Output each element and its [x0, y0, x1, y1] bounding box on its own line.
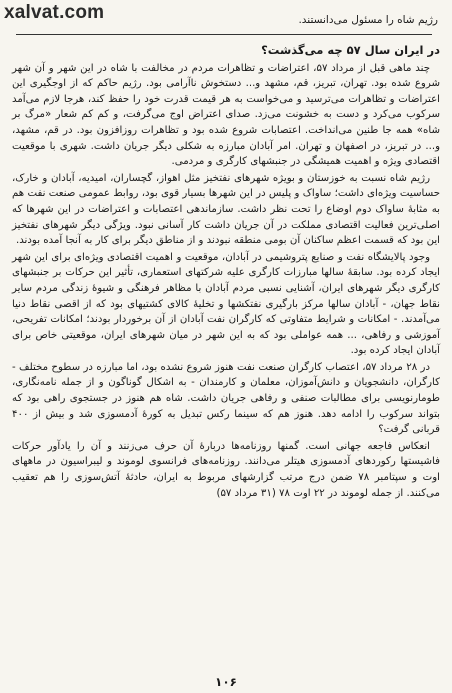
top-line: رژیم شاه را مسئول می‌دانستند. — [298, 14, 438, 26]
paragraph: انعکاس فاجعه جهانی است. گمنها روزنامه‌ها دربارهٔ آن حرف می‌زنند و آن را یادآور حرکات فاشیستها رکوردهای آدمسوزی هیتلر می‌دانند. روزنامه‌های فرانسوی لوموند و لیبراسیون در ماههای اوت و سپتامبر ۷۸ ضمن درج مرتب گزارشهای مربوط به ایران، حادثهٔ آتش‌سوزی را هم تعقیب می‌کنند. از جمله لوموند در ۲۲ اوت ۷۸ (۳۱ مرداد ۵۷) — [12, 440, 440, 499]
paragraph: چند ماهی قبل از مرداد ۵۷، اعتراضات و تظاهرات مردم در مخالفت با شاه در این شهر و آن شهر شروع شده بود. تهران، تبریز، قم، مشهد و... دستخوش ناآرامی بود. رژیم حاکم که از اوجگیری این اعتراضات و تظاهرات می‌ترسید و می‌خواست به هر قیمت قدرت خود را حفظ کند، هرجا لازم می‌آمد سرکوب می‌کرد و دست به خشونت می‌زد. صدای اعتراض اوج می‌گرفت، و کم کم شعار «مرگ بر شاه» همه جا طنین می‌انداخت. اعتصابات شروع شده بود و تظاهرات روزافزون بود. در قم، مشهد، و... در تبریز، در اصفهان و تهران. امر آبادان مبارزه به شکلی دیگر جریان داشت. شهری با موقعیت اقتصادی ویژه و اهمیت همیشگی در جنبشهای کارگری و مردمی. — [12, 62, 440, 168]
divider — [16, 34, 432, 35]
paragraph: در ۲۸ مرداد ۵۷، اعتصاب کارگران صنعت نفت هنوز شروع نشده بود، اما مبارزه در سطوح مختلف - کارگران، دانشجویان و دانش‌آموزان، معلمان و کارمندان - به اشکال گوناگون و از جمله نامه‌نگاری، طومارنویسی برای مطالبات صنفی و رفاهی جریان داشت. شاه هم هنوز در جستجوی راهی بود که بتواند سرکوب را ادامه دهد. هنوز هم که سینما رکس تبدیل به کورهٔ آدمسوزی شد و بیش از ۴۰۰ قربانی گرفت؟ — [12, 361, 440, 436]
paragraph: وجود پالایشگاه نفت و صنایع پتروشیمی در آبادان، موقعیت و اهمیت اقتصادی ویژه‌ای برای این شهر ایجاد کرده بود. سابقهٔ سالها مبارزات کارگری علیه شرکتهای استعماری، تأثیر این حرکات بر جنبشهای کارگری دیگر شهرهای ایران، آشنایی نسبی مردم آبادان با مظاهر فرهنگی و شیوهٔ زندگی مردم سایر نقاط جهان، - آبادان سالها مرکز بارگیری نفتکشها و تخلیهٔ کالای کشتیهای بود که از اقصی نقاط دنیا می‌آمدند. - امکانات و شرایط متفاوتی که کارگران نفت آبادان از آن برخوردار بودند؛ امکانات تفریحی، آموزشی و رفاهی، ... همه عواملی بود که به این شهر در میان شهرهای ایران، موقعیتی خاص برای آبادان ایجاد کرده بود. — [12, 251, 440, 357]
section-heading: در ایران سال ۵۷ چه می‌گذشت؟ — [261, 43, 440, 57]
page-number: ۱۰۶ — [215, 675, 237, 689]
article-body — [10, 43, 440, 501]
watermark: xalvat.com — [4, 2, 105, 23]
paragraph: رژیم شاه نسبت به خوزستان و بویژه شهرهای نفتخیز مثل اهواز، گچساران، امیدیه، آبادان و خارک، حساسیت ویژه‌ای داشت؛ ساواک و پلیس در این شهرها بسیار قوی بود، روابط عمومی صنعت نفت هم به مثابهٔ ساواک دوم اوضاع را تحت نظر داشت. سازماندهی اعتصابات و اعتراضات در این شهرها که اصلی‌ترین فعالیت اقتصادی مملکت در آن جریان داشت کار آسانی نبود. ویژگی دیگر شهرهای نفتخیز این بود که قسمت اعظم ساکنان آن بومی منطقه نبودند و از مناطق دیگر برای کار به آنجا آمده بودند. — [12, 172, 440, 247]
